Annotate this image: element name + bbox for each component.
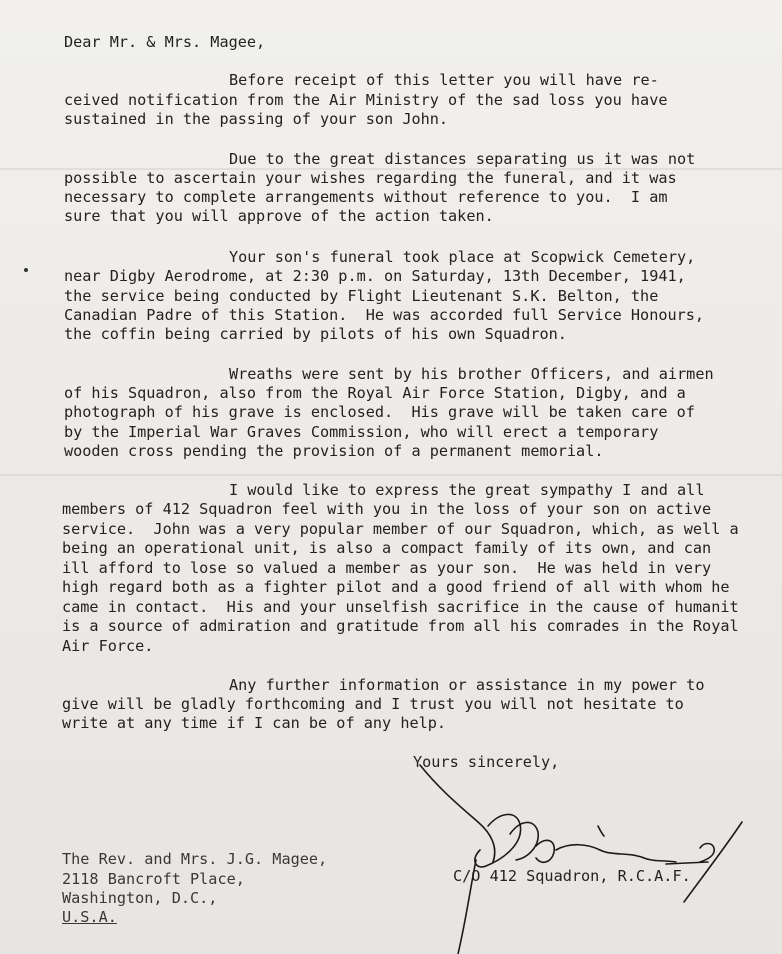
letter-line: ceived notification from the Air Ministry of the sad loss you have <box>64 91 668 109</box>
letter-line: is a source of admiration and gratitude from all his comrades in the Royal <box>62 617 739 635</box>
letter-line: I would like to express the great sympathy I and all <box>229 481 705 499</box>
letter-line: the service being conducted by Flight Lieutenant S.K. Belton, the <box>64 287 659 305</box>
letter-line: possible to ascertain your wishes regarding the funeral, and it was <box>64 169 677 187</box>
letter-line: the coffin being carried by pilots of his own Squadron. <box>64 325 567 343</box>
letter-line: necessary to complete arrangements without reference to you. I am <box>64 188 668 206</box>
letter-line: came in contact. His and your unselfish sacrifice in the cause of humanit <box>62 598 739 616</box>
letter-line: members of 412 Squadron feel with you in the loss of your son on active <box>62 500 712 518</box>
address-line: The Rev. and Mrs. J.G. Magee, <box>62 850 328 868</box>
letter-line: write at any time if I can be of any help. <box>62 714 447 732</box>
address-line: Washington, D.C., <box>62 889 218 907</box>
letter-line: Before receipt of this letter you will have re- <box>229 71 659 89</box>
letter-line: ill afford to lose so valued a member as your son. He was held in very <box>62 559 712 577</box>
letter-line: wooden cross pending the provision of a permanent memorial. <box>64 442 604 460</box>
letter-line: being an operational unit, is also a compact family of its own, and can <box>62 539 712 557</box>
letter-line: Your son's funeral took place at Scopwick Cemetery, <box>229 248 696 266</box>
signature-title: C/O 412 Squadron, R.C.A.F. <box>453 867 691 885</box>
address-line: U.S.A. <box>62 908 117 926</box>
letter-line: high regard both as a fighter pilot and a good friend of all with whom he <box>62 578 730 596</box>
letter-line: service. John was a very popular member of our Squadron, which, as well a <box>62 520 739 538</box>
closing: Yours sincerely, <box>413 753 560 771</box>
letter-line: Wreaths were sent by his brother Officers, and airmen <box>229 365 714 383</box>
address-line: 2118 Bancroft Place, <box>62 870 245 888</box>
letter-line: sustained in the passing of your son John. <box>64 110 449 128</box>
salutation: Dear Mr. & Mrs. Magee, <box>64 33 266 51</box>
letter-line: Canadian Padre of this Station. He was accorded full Service Honours, <box>64 306 705 324</box>
letter-line: sure that you will approve of the action taken. <box>64 207 494 225</box>
letter-line: by the Imperial War Graves Commission, who will erect a temporary <box>64 423 659 441</box>
letter-line: photograph of his grave is enclosed. His grave will be taken care of <box>64 403 695 421</box>
letter-line: Any further information or assistance in my power to <box>229 676 705 694</box>
letter-line: give will be gladly forthcoming and I trust you will not hesitate to <box>62 695 684 713</box>
letter-line: Air Force. <box>62 637 154 655</box>
letter-line: near Digby Aerodrome, at 2:30 p.m. on Saturday, 13th December, 1941, <box>64 267 686 285</box>
letter-line: of his Squadron, also from the Royal Air Force Station, Digby, and a <box>64 384 686 402</box>
letter-line: Due to the great distances separating us it was not <box>229 150 696 168</box>
